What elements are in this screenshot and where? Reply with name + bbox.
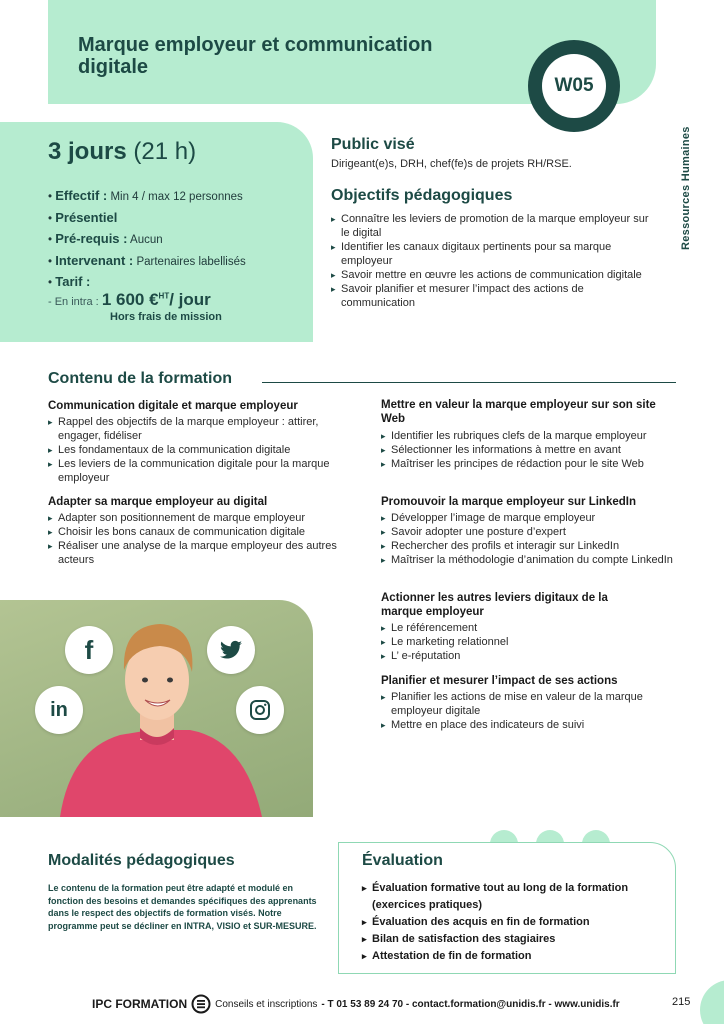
module-title: Mettre en valeur la marque employeur sur son site Web [381,399,656,425]
info-list [48,188,308,296]
corner-decoration [700,980,724,1024]
footer-contact-label: Conseils et inscriptions [215,998,318,1010]
info-item: • Présentiel [48,209,118,225]
objectifs-list [331,212,651,310]
list-item: ▸ Choisir les bons canaux de communication digitale [48,525,343,539]
list-item: ▸ Le référencement [381,621,671,635]
module-list [381,621,671,663]
list-item: ▸ Rappel des objectifs de la marque employeur : attirer, engager, fidéliser [48,415,338,443]
instagram-icon [236,686,284,734]
footer-brand: IPC FORMATION [92,997,188,1011]
brand-logo-icon [191,994,211,1014]
list-item: ▸ Planifier les actions de mise en valeur de la marque employeur digitale [381,690,671,718]
price-amount: 1 600 €$^{HT}$/ jour [101,290,211,309]
list-item: ▸ Rechercher des profils et interagir sur LinkedIn [381,539,676,553]
list-item: ▸ Les fondamentaux de la communication digitale [48,443,338,457]
list-item: ▸ Réaliser une analyse de la marque employeur des autres acteurs [48,539,343,567]
illustration-photo [0,600,313,817]
duration-hours: (21 h) [133,138,197,165]
module-title: Adapter sa marque employeur au digital [48,496,268,508]
module-list [381,690,671,732]
list-item: ▸ Identifier les rubriques clefs de la marque employeur [381,429,671,443]
list-item: ▸ Maîtriser les principes de rédaction pour le site Web [381,457,671,471]
info-item: • Effectif : Min 4 / max 12 personnes [48,188,243,203]
facebook-icon: f [65,626,113,674]
duration [48,138,196,166]
page-number: 215 [672,996,691,1008]
list-item: ▸ Sélectionner les informations à mettre en avant [381,443,671,457]
list-item: ▸ Connaître les leviers de promotion de la marque employeur sur le digital [331,212,651,240]
side-category [680,100,724,260]
list-item: ▸ Mettre en place des indicateurs de suivi [381,718,671,732]
objectifs-heading: Objectifs pédagogiques [331,187,513,204]
evaluation-heading: Évaluation [362,852,443,869]
list-item: ▸ Savoir mettre en œuvre les actions de communication digitale [331,268,651,282]
module-title: Communication digitale et marque employeur [48,400,298,412]
info-item: • Intervenant : Partenaires labellisés [48,252,246,268]
list-item: ▸ Identifier les canaux digitaux pertinents pour sa marque employeur [331,240,651,268]
evaluation-list [362,880,662,965]
module-title: Actionner les autres leviers digitaux de la marque employeur [381,592,608,618]
list-item: ▸ Savoir adopter une posture d’expert [381,525,676,539]
footer-contact: - T 01 53 89 24 70 - contact.formation@unidis.fr - www.unidis.fr [321,998,620,1010]
public-heading: Public visé [331,136,415,153]
page-title: Marque employeur et communication digitale [78,34,433,78]
module-title: Promouvoir la marque employeur sur LinkedIn [381,496,636,508]
list-item: ▸ Évaluation formative tout au long de la formation (exercices pratiques) [362,880,662,914]
twitter-icon [207,626,255,674]
list-item: ▸ Le marketing relationnel [381,635,671,649]
module-list [381,429,671,471]
module-list [381,511,676,567]
list-item: ▸ Évaluation des acquis en fin de formation [362,914,662,931]
list-item: ▸ Bilan de satisfaction des stagiaires [362,931,662,948]
module-title: Planifier et mesurer l’impact de ses actions [381,675,618,687]
duration-days: 3 jours [48,138,127,165]
list-item: ▸ Attestation de fin de formation [362,948,662,965]
divider [262,382,676,383]
course-code-badge [528,40,620,132]
course-code: W05 [542,54,606,118]
list-item: ▸ L’ e-réputation [381,649,671,663]
side-category-label: Ressources Humaines [680,126,692,250]
list-item: ▸ Adapter son positionnement de marque employeur [48,511,343,525]
info-item: • Pré-requis : Aucun [48,231,163,246]
contenu-heading: Contenu de la formation [48,370,232,387]
list-item: ▸ Savoir planifier et mesurer l’impact des actions de communication [331,282,651,310]
list-item: ▸ Les leviers de la communication digitale pour la marque employeur [48,457,338,485]
public-text: Dirigeant(e)s, DRH, chef(fe)s de projets RH/RSE. [331,158,572,170]
list-item: ▸ Maîtriser la méthodologie d’animation du compte LinkedIn [381,553,676,567]
footer [92,994,620,1014]
list-item: ▸ Développer l’image de marque employeur [381,511,676,525]
price-row [48,290,211,310]
price-prefix: - En intra : [48,296,99,308]
modalites-heading: Modalités pédagogiques [48,852,235,869]
linkedin-icon: in [35,686,83,734]
module-list [48,511,343,567]
info-item: • Tarif : [48,274,91,289]
price-note: Hors frais de mission [110,311,222,323]
modalites-text: Le contenu de la formation peut être adapté et modulé en fonction des besoins et demandes spécifiques des apprenants dans le respect des objectifs de formation visés. Notre programme peut se décliner en INTRA, VISIO et SUR-MESURE. [48,883,317,931]
module-list [48,415,338,485]
